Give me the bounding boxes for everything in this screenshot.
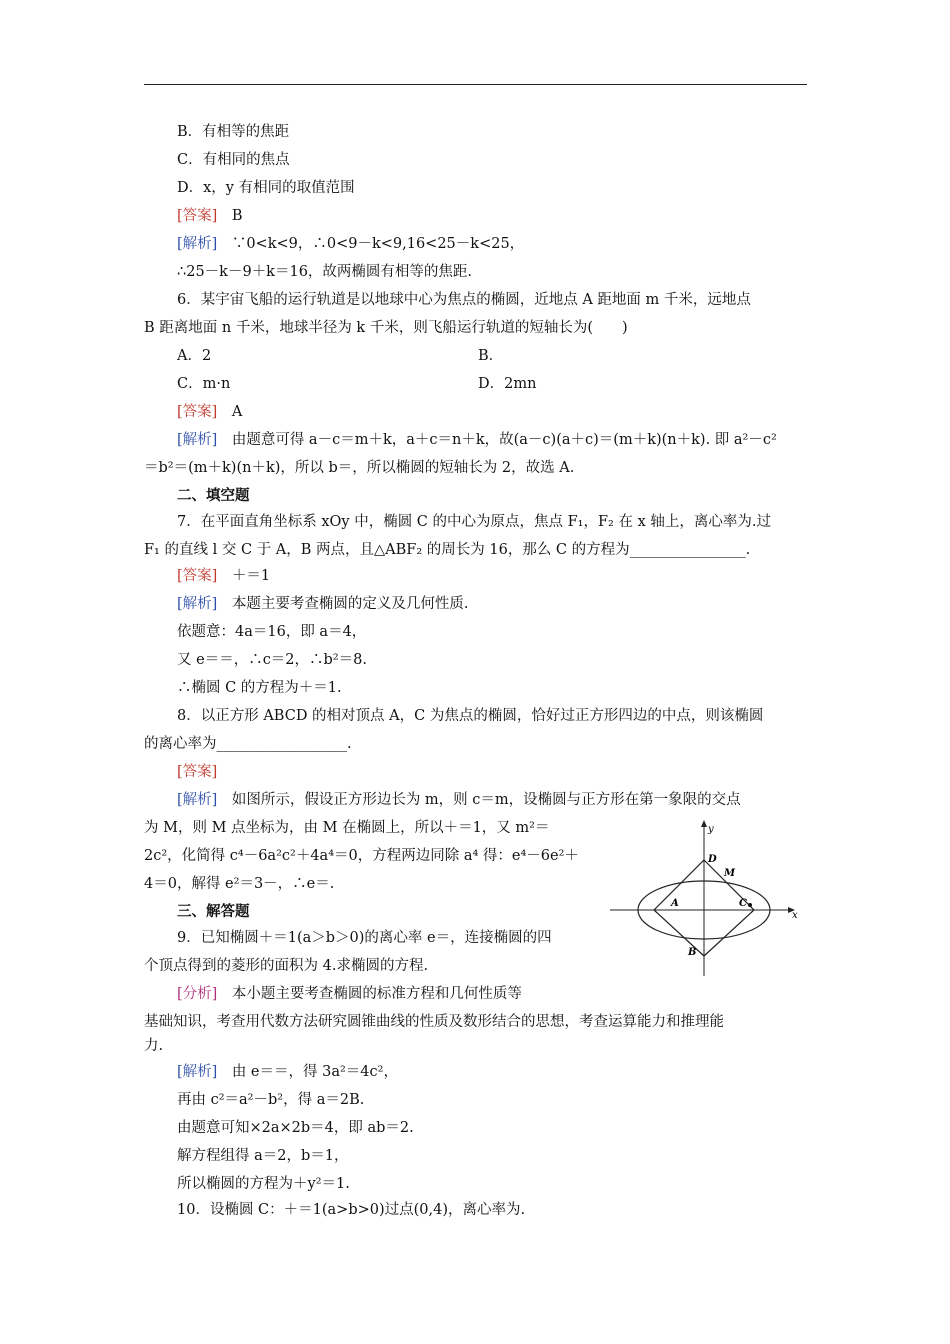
line-text: F₁ 的直线 l 交 C 于 A，B 两点，且△ABF₂ 的周长为 16，那么 C 的方程为________________.: [144, 542, 751, 558]
line-text: 本小题主要考查椭圆的标准方程和几何性质等: [217, 986, 522, 1002]
answer-tag: [答案]: [177, 208, 218, 224]
line-text: 4＝0，解得 e²＝3－，∴e＝.: [144, 876, 335, 892]
line-text: 6．某宇宙飞船的运行轨道是以地球中心为焦点的椭圆，近地点 A 距地面 m 千米，远地点: [177, 292, 751, 308]
line-text: 依题意：4a＝16，即 a＝4，: [177, 624, 367, 640]
answer-tag: [解析]: [177, 236, 218, 252]
line-text: 解方程组得 a＝2，b＝1，: [177, 1148, 349, 1164]
line-text: 又 e＝＝，∴c＝2，∴b²＝8.: [177, 652, 367, 668]
text-line: [177, 984, 522, 1004]
text-line: [144, 846, 579, 866]
label-d: D: [708, 854, 717, 865]
line-text: 2c²，化简得 c⁴－6a²c²＋4a⁴＝0，方程两边同除 a⁴ 得：e⁴－6e²＋: [144, 848, 579, 864]
text-line: [144, 540, 750, 560]
answer-tag: [解析]: [177, 432, 218, 448]
line-text: ＝b²＝(m＋k)(n＋k)，所以 b＝，所以椭圆的短轴长为 2，故选 A.: [144, 460, 575, 476]
text-line: [177, 1090, 364, 1110]
text-line: [144, 734, 352, 754]
text-line: [177, 790, 741, 810]
text-line: [177, 678, 342, 698]
text-line: [177, 1174, 350, 1194]
text-line: [177, 650, 367, 670]
answer-tag: [答案]: [177, 568, 218, 584]
line-text: 基础知识，考查用代数方法研究圆锥曲线的性质及数形结合的思想，考查运算能力和推理能: [144, 1014, 724, 1030]
answer-tag: [解析]: [177, 596, 218, 612]
text-line: [144, 458, 574, 478]
line-text: B: [217, 208, 243, 224]
line-text: 由题意可知×2a×2b＝4，即 ab＝2.: [177, 1120, 414, 1136]
answer-tag: [分析]: [177, 986, 218, 1002]
line-text: ∵0<k<9，∴0<9－k<9,16<25－k<25，: [217, 236, 525, 252]
line-text: 三、解答题: [177, 903, 250, 920]
header-rule: [144, 84, 807, 85]
line-text: 由 e＝＝，得 3a²＝4c²，: [217, 1064, 398, 1080]
line-text: D．2mn: [478, 376, 537, 392]
line-text: 10．设椭圆 C：＋＝1(a>b>0)过点(0,4)，离心率为.: [177, 1202, 526, 1218]
line-text: 所以椭圆的方程为＋y²＝1.: [177, 1176, 350, 1192]
answer-tag: [答案]: [177, 404, 218, 420]
label-a: A: [671, 898, 679, 909]
text-line: [177, 706, 763, 726]
text-line: [144, 956, 428, 976]
answer-tag: [解析]: [177, 1064, 218, 1080]
line-text: 为 M，则 M 点坐标为，由 M 在椭圆上，所以＋＝1，又 m²＝: [144, 820, 550, 836]
text-line: [177, 234, 524, 254]
answer-tag: [解析]: [177, 792, 218, 808]
line-text: 再由 c²＝a²－b²，得 a＝2B.: [177, 1092, 365, 1108]
text-line: [478, 346, 503, 366]
line-text: ∴25－k－9＋k＝16，故两椭圆有相等的焦距.: [177, 264, 473, 280]
text-line: [177, 178, 355, 198]
text-line: [177, 1146, 349, 1166]
line-text: A．2: [177, 348, 212, 364]
text-line: [177, 622, 366, 642]
line-text: C．有相同的焦点: [177, 152, 290, 168]
text-line: [177, 402, 242, 422]
text-line: [144, 318, 628, 338]
line-text: 由题意可得 a－c＝m＋k，a＋c＝n＋k，故(a－c)(a＋c)＝(m＋k)(n＋k). 即 a²－c²: [217, 432, 777, 448]
line-text: 个顶点得到的菱形的面积为 4.求椭圆的方程.: [144, 958, 429, 974]
text-line: [177, 150, 290, 170]
line-text: 8．以正方形 ABCD 的相对顶点 A，C 为焦点的椭圆，恰好过正方形四边的中点，则该椭圆: [177, 708, 764, 724]
text-line: [177, 928, 552, 948]
text-line: [177, 902, 250, 922]
text-line: [144, 1036, 163, 1056]
text-line: [144, 818, 549, 838]
text-line: [144, 1012, 724, 1032]
line-text: B．: [478, 348, 504, 364]
point-c-dot: [748, 903, 752, 907]
label-x: x: [792, 910, 798, 921]
line-text: ∴椭圆 C 的方程为＋＝1.: [177, 680, 342, 696]
text-line: [177, 762, 217, 782]
label-m: M: [724, 868, 736, 879]
line-text: B 距离地面 n 千米，地球半径为 k 千米，则飞船运行轨道的短轴长为( ): [144, 320, 628, 336]
line-text: A: [217, 404, 243, 420]
answer-tag: [答案]: [177, 764, 218, 780]
text-line: [478, 374, 536, 394]
text-line: [177, 290, 751, 310]
line-text: C．m·n: [177, 376, 231, 392]
text-line: [177, 1118, 414, 1138]
ellipse-square-figure: [606, 818, 806, 978]
y-axis-arrow: [701, 820, 707, 827]
text-line: [177, 512, 771, 532]
text-line: [177, 430, 777, 450]
line-text: 9．已知椭圆＋＝1(a＞b＞0)的离心率 e＝，连接椭圆的四: [177, 930, 552, 946]
text-line: [177, 206, 242, 226]
text-line: [177, 262, 472, 282]
line-text: 的离心率为__________________.: [144, 736, 352, 752]
text-line: [177, 346, 211, 366]
label-b: B: [688, 947, 697, 958]
label-c: C: [739, 898, 747, 909]
line-text: 7．在平面直角坐标系 xOy 中，椭圆 C 的中心为原点，焦点 F₁，F₂ 在 x 轴上，离心率为.过: [177, 514, 771, 530]
line-text: D．x，y 有相同的取值范围: [177, 180, 355, 196]
label-y: y: [708, 824, 714, 835]
text-line: [177, 374, 230, 394]
line-text: ＋＝1: [217, 568, 271, 584]
text-line: [177, 486, 250, 506]
line-text: 力.: [144, 1038, 164, 1054]
text-line: [177, 1062, 398, 1082]
text-line: [177, 122, 289, 142]
line-text: 二、填空题: [177, 487, 250, 504]
text-line: [144, 874, 334, 894]
text-line: [177, 1200, 525, 1220]
line-text: B．有相等的焦距: [177, 124, 290, 140]
line-text: 本题主要考查椭圆的定义及几何性质.: [217, 596, 469, 612]
line-text: 如图所示，假设正方形边长为 m，则 c＝m，设椭圆与正方形在第一象限的交点: [217, 792, 741, 808]
text-line: [177, 594, 468, 614]
text-line: [177, 566, 270, 586]
